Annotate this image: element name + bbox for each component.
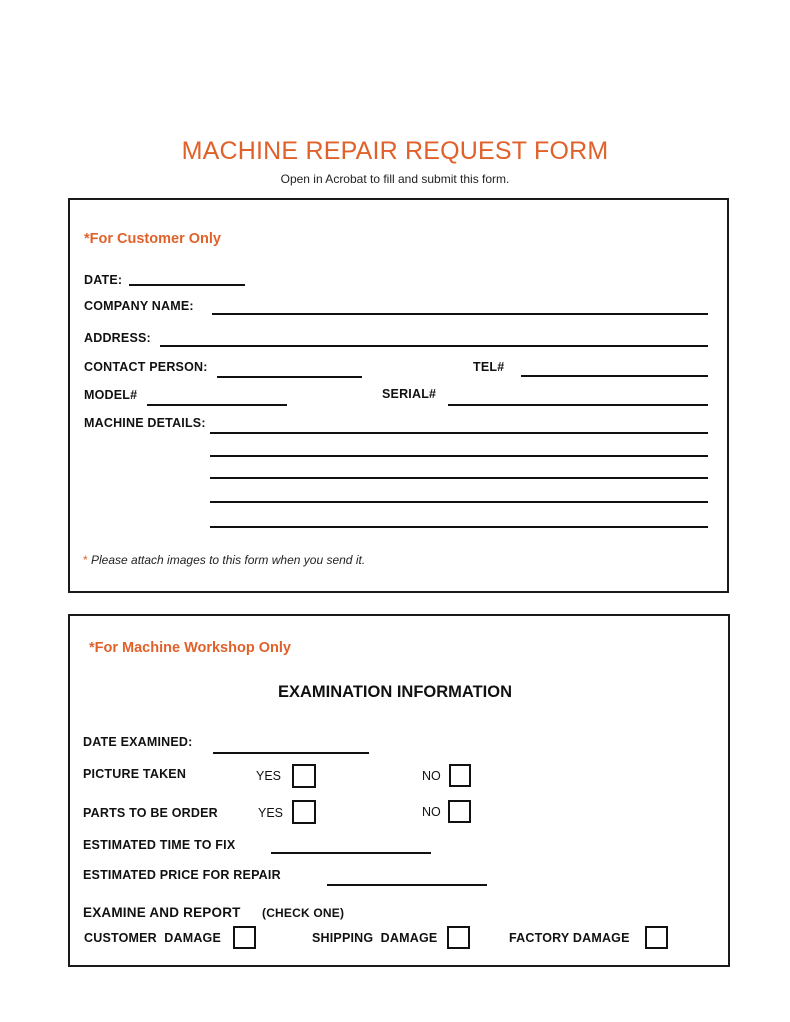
serial-label: SERIAL# [382, 387, 437, 401]
customer-section-heading: *For Customer Only [84, 231, 221, 247]
contact-person-label: CONTACT PERSON: [84, 360, 208, 374]
examination-information-title: EXAMINATION INFORMATION [277, 683, 513, 701]
examine-report-hint: (CHECK ONE) [262, 906, 345, 920]
machine-details-line-2[interactable] [210, 455, 708, 457]
picture-taken-yes-label: YES [256, 769, 282, 783]
estimated-time-field[interactable] [271, 852, 431, 854]
machine-details-line-1[interactable] [210, 432, 708, 434]
date-label: DATE: [84, 273, 123, 287]
machine-details-line-5[interactable] [210, 526, 708, 528]
note-asterisk: * [83, 553, 88, 567]
customer-damage-checkbox[interactable] [233, 926, 256, 949]
parts-to-order-yes-label: YES [258, 806, 284, 820]
address-label: ADDRESS: [84, 331, 151, 345]
estimated-time-label: ESTIMATED TIME TO FIX [83, 838, 236, 852]
picture-taken-yes-checkbox[interactable] [292, 764, 316, 788]
parts-to-order-yes-checkbox[interactable] [292, 800, 316, 824]
examine-report-label: EXAMINE AND REPORT [83, 905, 241, 920]
picture-taken-label: PICTURE TAKEN [83, 767, 187, 781]
shipping-damage-label: SHIPPING DAMAGE [312, 931, 438, 945]
date-field[interactable] [129, 284, 245, 286]
date-examined-label: DATE EXAMINED: [83, 735, 193, 749]
form-title: MACHINE REPAIR REQUEST FORM [181, 137, 609, 165]
parts-to-order-no-checkbox[interactable] [448, 800, 471, 823]
contact-person-field[interactable] [217, 376, 362, 378]
parts-to-order-no-label: NO [422, 805, 441, 819]
model-field[interactable] [147, 404, 287, 406]
workshop-section-heading: *For Machine Workshop Only [89, 640, 291, 656]
customer-damage-label: CUSTOMER DAMAGE [84, 931, 222, 945]
attach-images-note [83, 553, 365, 567]
factory-damage-label: FACTORY DAMAGE [509, 931, 630, 945]
picture-taken-no-checkbox[interactable] [449, 764, 471, 787]
estimated-price-label: ESTIMATED PRICE FOR REPAIR [83, 868, 281, 882]
date-examined-field[interactable] [213, 752, 369, 754]
machine-details-line-3[interactable] [210, 477, 708, 479]
serial-field[interactable] [448, 404, 708, 406]
model-label: MODEL# [84, 388, 138, 402]
company-name-label: COMPANY NAME: [84, 299, 194, 313]
parts-to-order-label: PARTS TO BE ORDER [83, 806, 218, 820]
picture-taken-no-label: NO [422, 769, 441, 783]
note-text: Please attach images to this form when you send it. [87, 553, 366, 567]
shipping-damage-checkbox[interactable] [447, 926, 470, 949]
form-subtitle: Open in Acrobat to fill and submit this form. [280, 172, 510, 186]
factory-damage-checkbox[interactable] [645, 926, 668, 949]
tel-field[interactable] [521, 375, 708, 377]
tel-label: TEL# [473, 360, 505, 374]
company-name-field[interactable] [212, 313, 708, 315]
machine-details-line-4[interactable] [210, 501, 708, 503]
address-field[interactable] [160, 345, 708, 347]
estimated-price-field[interactable] [327, 884, 487, 886]
machine-details-label: MACHINE DETAILS: [84, 416, 206, 430]
